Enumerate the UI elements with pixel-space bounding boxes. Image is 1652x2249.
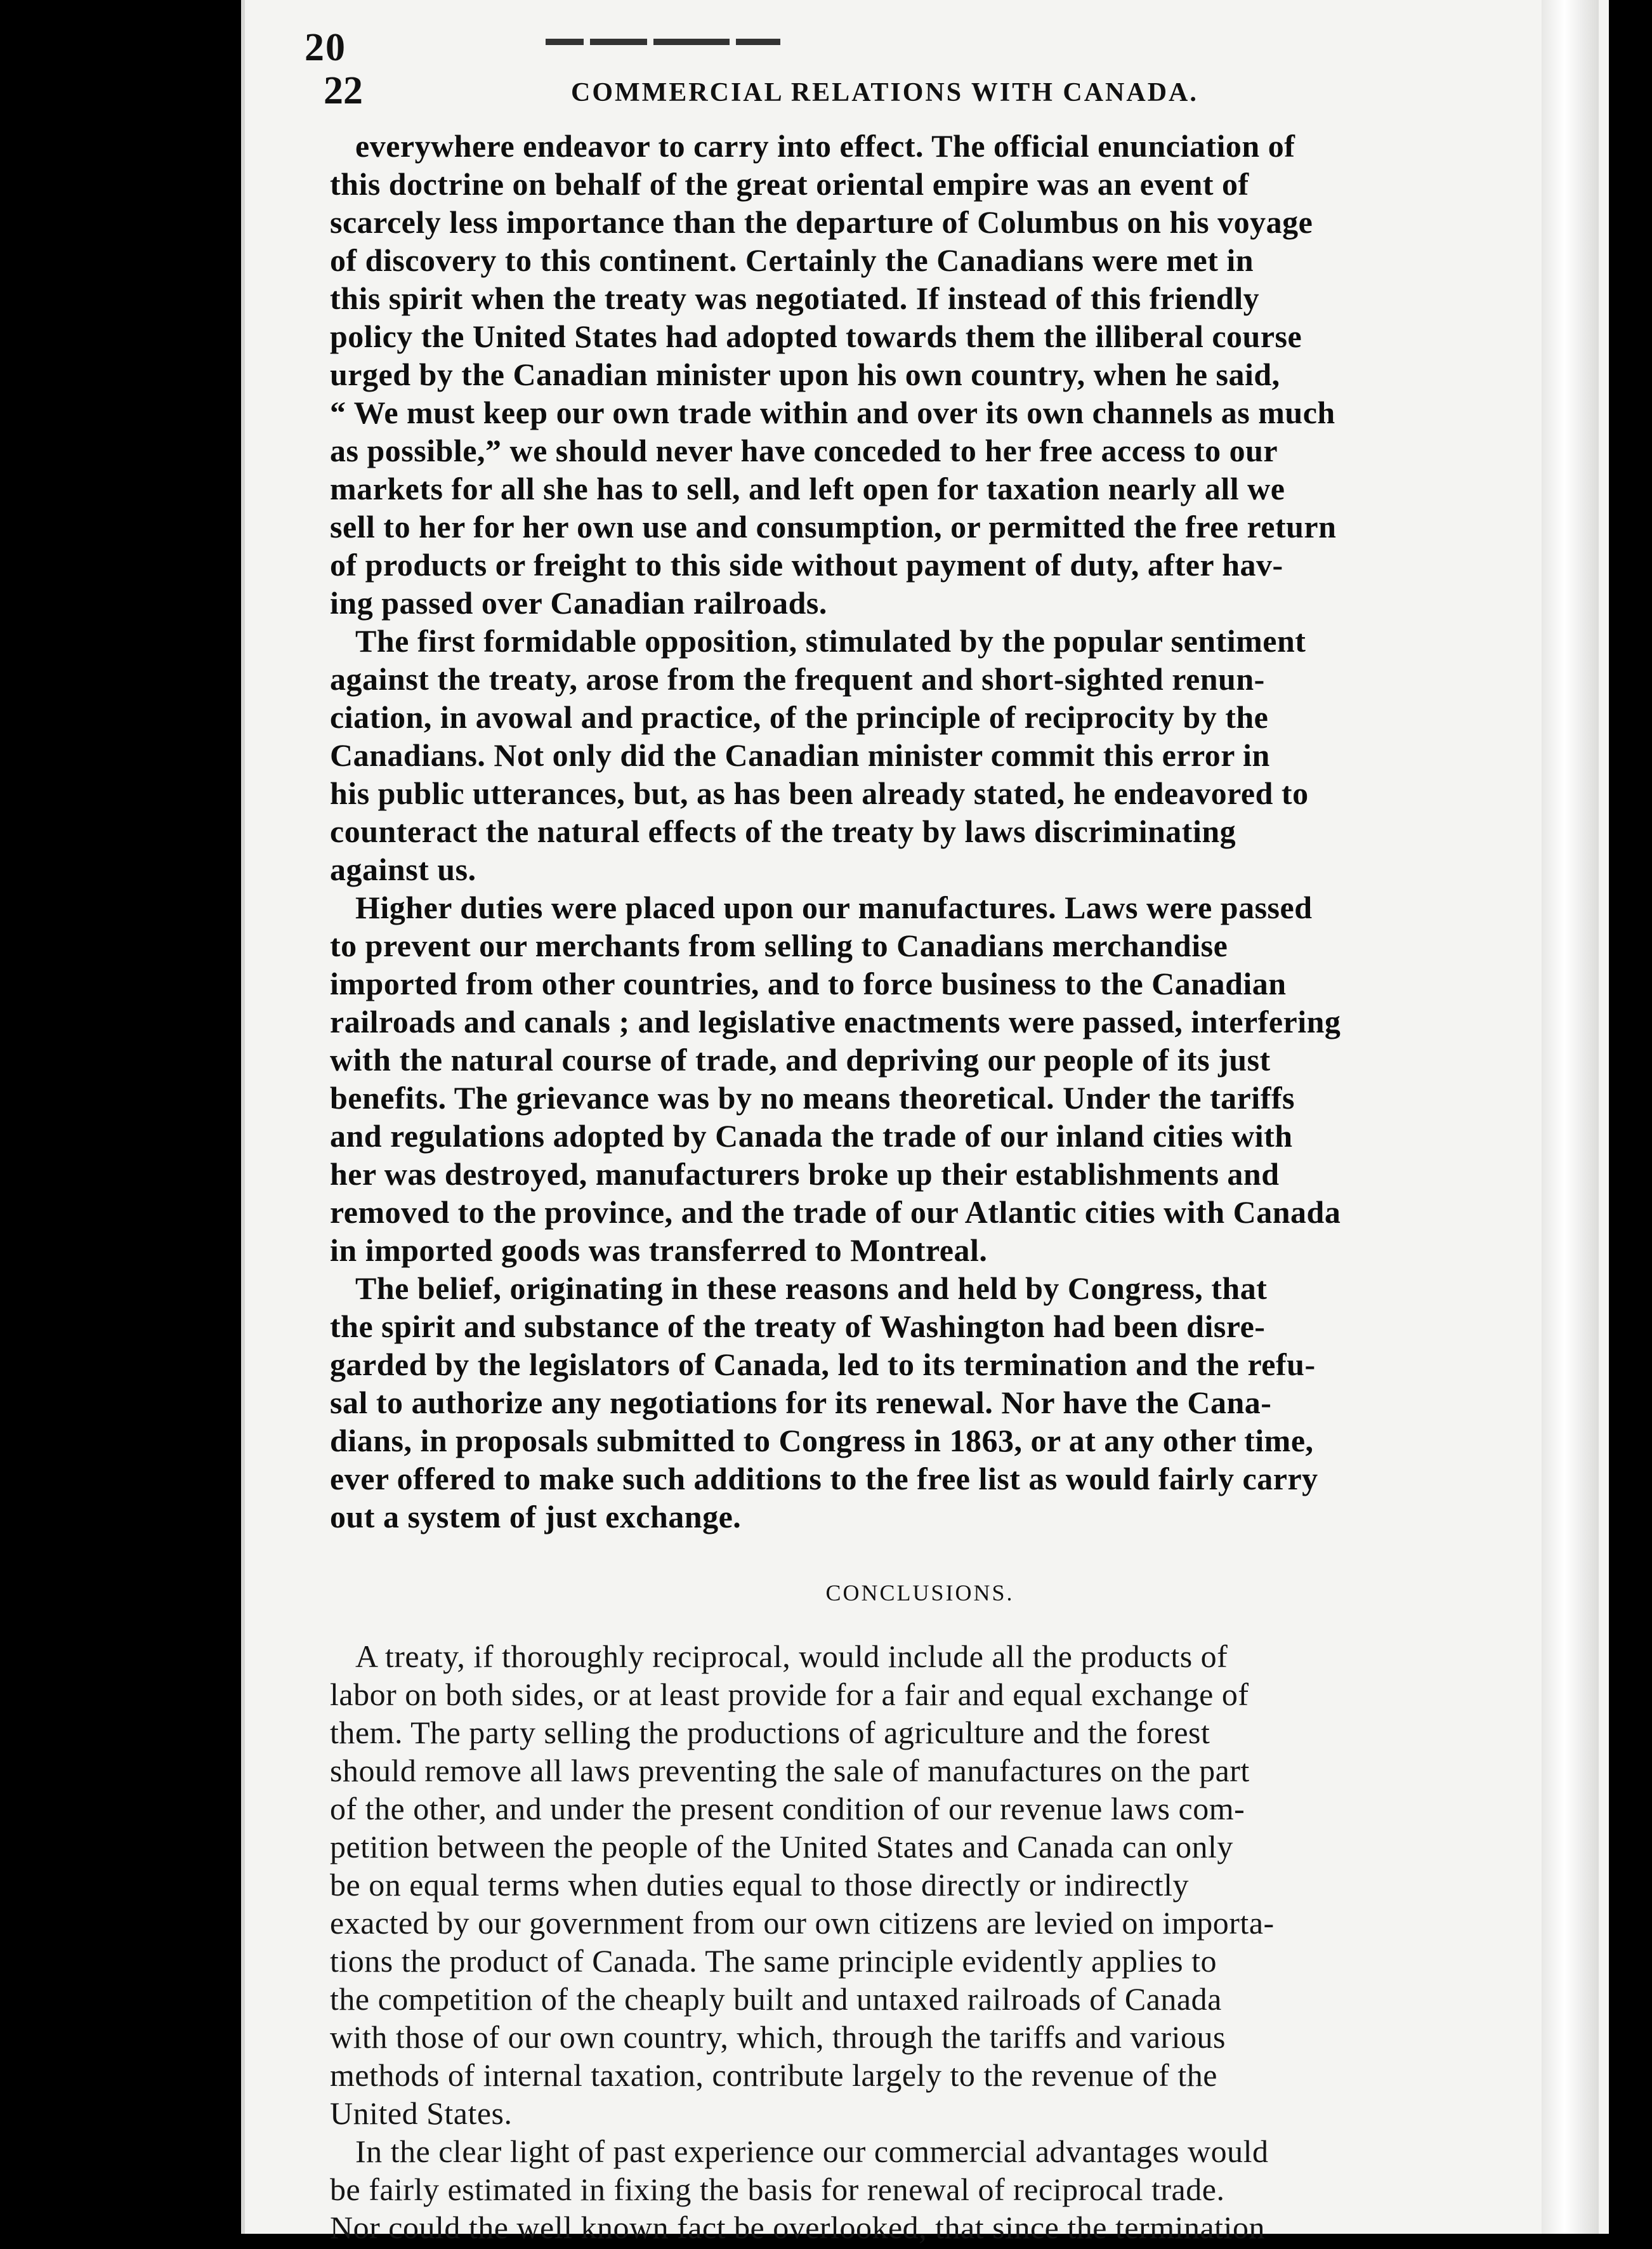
text-line: in imported goods was transferred to Montreal. <box>330 1232 988 1268</box>
text-line: this spirit when the treaty was negotiated. If instead of this friendly <box>330 280 1260 316</box>
text-line: be on equal terms when duties equal to those directly or indirectly <box>330 1867 1189 1903</box>
text-line: sal to authorize any negotiations for its renewal. Nor have the Cana- <box>330 1385 1272 1420</box>
text-line: exacted by our government from our own citizens are levied on importa- <box>330 1905 1275 1941</box>
page-header <box>324 69 1313 119</box>
text-line: this doctrine on behalf of the great oriental empire was an event of <box>330 166 1249 202</box>
text-line: of products or freight to this side without payment of duty, after hav- <box>330 547 1283 583</box>
text-line: against the treaty, arose from the frequent and short-sighted renun- <box>330 661 1265 697</box>
text-line: garded by the legislators of Canada, led to its termination and the refu- <box>330 1347 1316 1382</box>
text-line: The first formidable opposition, stimulated by the popular sentiment <box>355 623 1306 659</box>
text-line: against us. <box>330 852 476 887</box>
text-line: markets for all she has to sell, and left open for taxation nearly all we <box>330 471 1285 506</box>
text-line: A treaty, if thoroughly reciprocal, would include all the products of <box>355 1639 1228 1674</box>
paragraph-past-experience <box>330 2132 1510 2246</box>
running-head: COMMERCIAL RELATIONS WITH CANADA. <box>571 78 1198 107</box>
page-edge-right <box>1542 0 1599 2234</box>
text-line: counteract the natural effects of the treaty by laws discriminating <box>330 814 1236 849</box>
text-line: railroads and canals ; and legislative enactments were passed, interfering <box>330 1004 1341 1039</box>
text-line: urged by the Canadian minister upon his own country, when he said, <box>330 357 1280 392</box>
text-line: imported from other countries, and to force business to the Canadian <box>330 966 1287 1001</box>
text-line: The belief, originating in these reasons and held by Congress, that <box>355 1270 1268 1306</box>
text-line: Canadians. Not only did the Canadian minister commit this error in <box>330 737 1270 773</box>
text-line: and regulations adopted by Canada the trade of our inland cities with <box>330 1118 1293 1154</box>
text-line: sell to her for her own use and consumption, or permitted the free return <box>330 509 1337 544</box>
text-line: tions the product of Canada. The same principle evidently applies to <box>330 1943 1217 1979</box>
paragraph-doctrine <box>330 127 1510 622</box>
text-line: removed to the province, and the trade of our Atlantic cities with Canada <box>330 1194 1341 1230</box>
paragraph-belief <box>330 1269 1510 1536</box>
body-block-conclusions <box>330 1637 1510 2246</box>
text-line: methods of internal taxation, contribute largely to the revenue of the <box>330 2057 1217 2093</box>
paragraph-reciprocal-treaty <box>330 1637 1510 2132</box>
text-line: with those of our own country, which, through the tariffs and various <box>330 2019 1226 2055</box>
text-line: of discovery to this continent. Certainly the Canadians were met in <box>330 242 1254 278</box>
paragraph-opposition <box>330 622 1510 888</box>
text-line: her was destroyed, manufacturers broke up their establishments and <box>330 1156 1280 1192</box>
text-line: be fairly estimated in fixing the basis for renewal of reciprocal trade. <box>330 2172 1225 2207</box>
text-line: ever offered to make such additions to the free list as would fairly carry <box>330 1461 1318 1496</box>
text-line: should remove all laws preventing the sale of manufactures on the part <box>330 1753 1250 1788</box>
text-line: Nor could the well known fact be overlooked, that since the termination <box>330 2210 1265 2245</box>
text-line: labor on both sides, or at least provide for a fair and equal exchange of <box>330 1677 1249 1712</box>
text-line: ing passed over Canadian railroads. <box>330 585 827 621</box>
bleed-through-running-head <box>546 37 812 46</box>
body-text <box>330 127 1510 2246</box>
text-line: Higher duties were placed upon our manufactures. Laws were passed <box>355 890 1313 925</box>
text-line: to prevent our merchants from selling to Canadians merchandise <box>330 928 1228 963</box>
text-line: out a system of just exchange. <box>330 1499 742 1534</box>
text-line: “ We must keep our own trade within and over its own channels as much <box>330 395 1335 430</box>
paragraph-higher-duties <box>330 888 1510 1269</box>
page-number: 22 <box>324 69 363 112</box>
text-line: benefits. The grievance was by no means theoretical. Under the tariffs <box>330 1080 1295 1116</box>
text-line: of the other, and under the present condition of our revenue laws com- <box>330 1791 1245 1826</box>
text-line: scarcely less importance than the departure of Columbus on his voyage <box>330 204 1313 240</box>
body-block-bold <box>330 127 1510 1536</box>
text-line: with the natural course of trade, and depriving our people of its just <box>330 1042 1271 1078</box>
text-line: petition between the people of the United States and Canada can only <box>330 1829 1233 1864</box>
text-line: ciation, in avowal and practice, of the principle of reciprocity by the <box>330 699 1269 735</box>
section-heading-conclusions: CONCLUSIONS. <box>825 1580 1014 1606</box>
bleed-through-page-number: 20 <box>305 26 346 69</box>
text-line: policy the United States had adopted towards them the illiberal course <box>330 319 1302 354</box>
text-line: the spirit and substance of the treaty of Washington had been disre- <box>330 1309 1266 1344</box>
text-line: the competition of the cheaply built and untaxed railroads of Canada <box>330 1981 1222 2017</box>
text-line: dians, in proposals submitted to Congress in 1863, or at any other time, <box>330 1423 1314 1458</box>
text-line: In the clear light of past experience our commercial advantages would <box>355 2134 1269 2169</box>
text-line: as possible,” we should never have conceded to her free access to our <box>330 433 1278 468</box>
text-line: everywhere endeavor to carry into effect. The official enunciation of <box>355 128 1295 164</box>
text-line: his public utterances, but, as has been already stated, he endeavored to <box>330 775 1309 811</box>
text-line: United States. <box>330 2095 513 2131</box>
text-line: them. The party selling the productions of agriculture and the forest <box>330 1715 1210 1750</box>
